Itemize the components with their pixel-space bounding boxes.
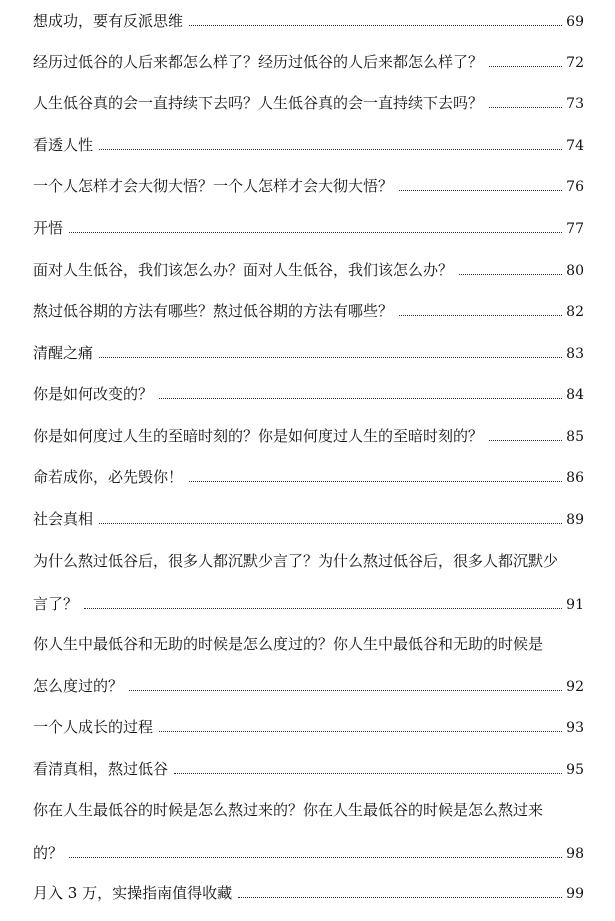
toc-entry[interactable] <box>33 800 584 863</box>
dot-leader <box>238 883 562 903</box>
toc-entry[interactable] <box>33 11 584 31</box>
toc-entry-title: 熬过低谷期的方法有哪些？熬过低谷期的方法有哪些？ <box>33 302 394 320</box>
toc-entry-title-line1: 你在人生最低谷的时候是怎么熬过来的？你在人生最低谷的时候是怎么熬过来 <box>33 801 544 819</box>
toc-entry[interactable] <box>33 426 584 446</box>
dot-leader <box>159 717 562 737</box>
dot-leader <box>189 11 562 31</box>
toc-entry-page: 82 <box>566 304 584 320</box>
toc-entry-page: 89 <box>566 512 584 528</box>
dot-leader <box>99 509 562 529</box>
toc-entry-title: 一个人怎样才会大彻大悟？一个人怎样才会大彻大悟？ <box>33 177 394 195</box>
toc-entry-page: 74 <box>566 138 584 154</box>
toc-entry-title: 开悟 <box>33 219 64 237</box>
toc-entry[interactable] <box>33 634 584 696</box>
dot-leader <box>189 467 562 487</box>
toc-entry[interactable] <box>33 509 584 529</box>
dot-leader <box>489 93 562 113</box>
toc-entry-page: 91 <box>566 597 584 613</box>
toc-entry-page: 76 <box>566 179 584 195</box>
dot-leader <box>399 301 562 321</box>
toc-entry-title: 你是如何改变的？ <box>33 385 154 403</box>
toc-entry-page: 92 <box>566 679 584 695</box>
toc-entry-page: 99 <box>566 886 584 902</box>
toc-entry[interactable] <box>33 384 584 404</box>
toc-entry[interactable] <box>33 93 584 113</box>
toc-entry[interactable] <box>33 551 584 614</box>
toc-entry[interactable] <box>33 883 584 903</box>
toc-entry-title: 怎么度过的？ <box>33 677 124 695</box>
dot-leader <box>129 676 562 696</box>
toc-entry-page: 72 <box>566 55 584 71</box>
toc-entry-page: 95 <box>566 762 584 778</box>
toc-entry[interactable] <box>33 218 584 238</box>
dot-leader <box>99 343 562 363</box>
toc-entry[interactable] <box>33 717 584 737</box>
toc-entry-title: 命若成你，必先毁你！ <box>33 468 184 486</box>
toc-entry-title: 人生低谷真的会一直持续下去吗？人生低谷真的会一直持续下去吗？ <box>33 94 484 112</box>
toc-entry-page: 69 <box>566 14 584 30</box>
toc-entry-page: 84 <box>566 387 584 403</box>
toc-entry-title: 面对人生低谷，我们该怎么办？面对人生低谷，我们该怎么办？ <box>33 261 454 279</box>
toc-entry-title: 的？ <box>33 844 64 862</box>
toc-entry-title: 想成功，要有反派思维 <box>33 12 184 30</box>
toc-entry[interactable] <box>33 52 584 72</box>
dot-leader <box>489 52 562 72</box>
dot-leader <box>174 759 562 779</box>
toc-entry-title-line1: 你人生中最低谷和无助的时候是怎么度过的？你人生中最低谷和无助的时候是 <box>33 635 544 653</box>
dot-leader <box>399 176 562 196</box>
toc-entry[interactable] <box>33 176 584 196</box>
toc-entry-title: 社会真相 <box>33 510 94 528</box>
toc-entry-page: 98 <box>566 846 584 862</box>
toc-entry-title-line1: 为什么熬过低谷后，很多人都沉默少言了？为什么熬过低谷后，很多人都沉默少 <box>33 552 559 570</box>
toc-entry-title: 看清真相，熬过低谷 <box>33 760 169 778</box>
dot-leader <box>99 135 562 155</box>
toc-entry[interactable] <box>33 343 584 363</box>
toc-entry-page: 77 <box>566 221 584 237</box>
toc-entry[interactable] <box>33 301 584 321</box>
dot-leader <box>84 594 562 614</box>
toc-entry-title: 看透人性 <box>33 136 94 154</box>
toc-entry-page: 85 <box>566 429 584 445</box>
toc-entry-title: 言了？ <box>33 595 79 613</box>
toc-entry-page: 86 <box>566 470 584 486</box>
toc-entry-title: 你是如何度过人生的至暗时刻的？你是如何度过人生的至暗时刻的？ <box>33 427 484 445</box>
toc-entry-page: 73 <box>566 96 584 112</box>
dot-leader <box>69 843 562 863</box>
dot-leader <box>489 426 562 446</box>
toc-entry-title: 月入 3 万，实操指南值得收藏 <box>33 884 233 902</box>
toc-entry-title: 一个人成长的过程 <box>33 718 154 736</box>
toc-entry-page: 93 <box>566 720 584 736</box>
toc-entry-title: 清醒之痛 <box>33 344 94 362</box>
toc-entry-title: 经历过低谷的人后来都怎么样了？经历过低谷的人后来都怎么样了？ <box>33 53 484 71</box>
toc-entry[interactable] <box>33 467 584 487</box>
dot-leader <box>159 384 562 404</box>
toc-entry-page: 80 <box>566 263 584 279</box>
dot-leader <box>459 260 562 280</box>
toc-entry[interactable] <box>33 759 584 779</box>
toc-entry[interactable] <box>33 135 584 155</box>
toc-entry-page: 83 <box>566 346 584 362</box>
toc-entry[interactable] <box>33 260 584 280</box>
dot-leader <box>69 218 562 238</box>
